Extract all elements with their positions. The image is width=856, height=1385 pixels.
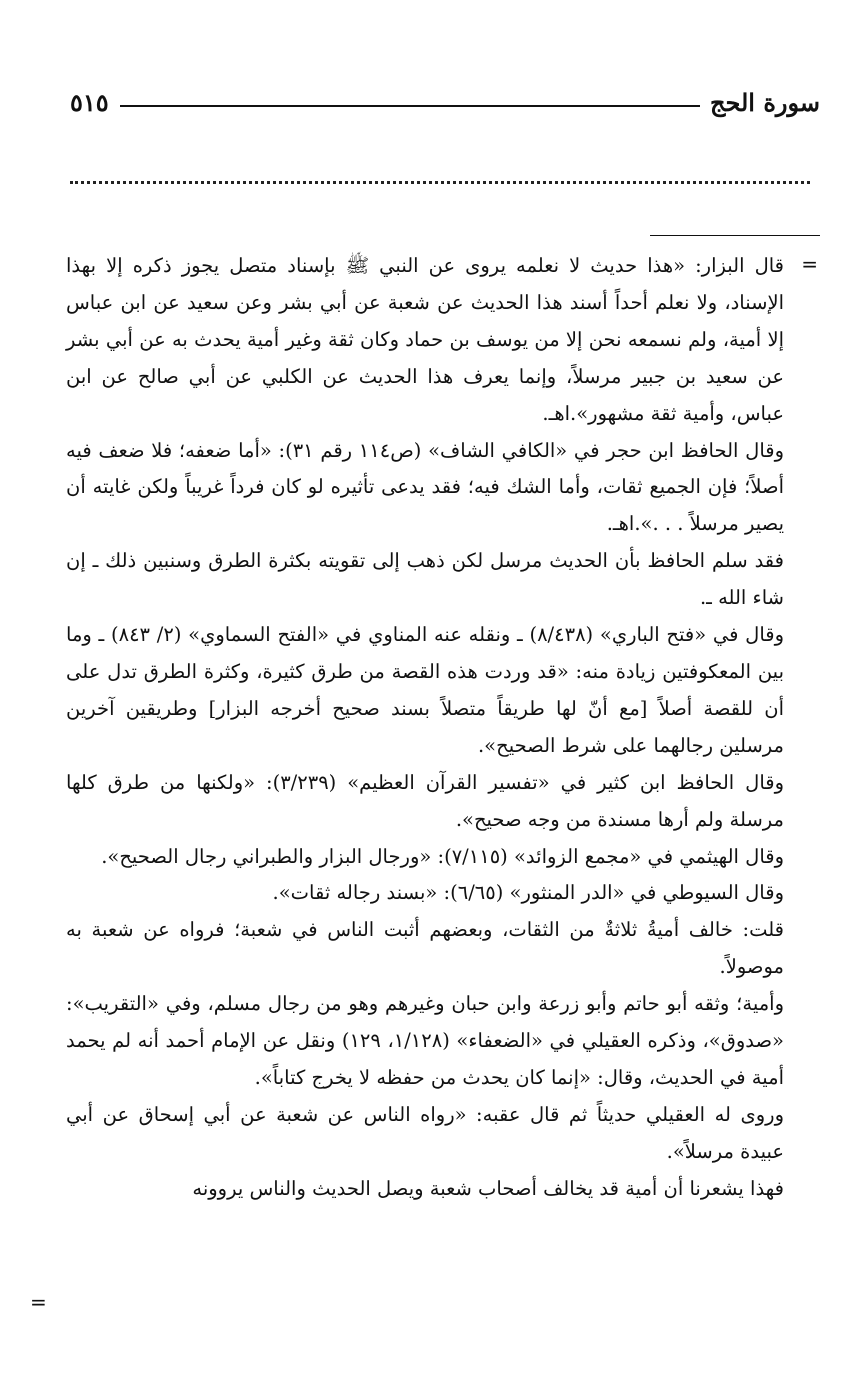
- paragraph: قال البزار: «هذا حديث لا نعلمه يروى عن النبي ﷺ بإسناد متصل يجوز ذكره إلا بهذا الإسناد، ولا نعلم أحداً أسند هذا الحديث عن شعبة عن أبي بشر وعن سعيد عن ابن عباس إلا أمية، ولم نسمعه نحن إلا من يوسف بن حماد وكان ثقة وغير أمية يحدث به عن أبي بشر عن سعيد بن جبير مرسلاً، وإنما يعرف هذا الحديث عن الكلبي عن أبي صالح عن ابن عباس، وأمية ثقة مشهور».اهـ.: [66, 254, 784, 425]
- continuation-mark-bottom: =: [30, 1290, 47, 1314]
- footnote-text: [66, 248, 784, 1208]
- dotted-separator: [70, 181, 810, 184]
- paragraph: وروى له العقيلي حديثاً ثم قال عقبه: «رواه الناس عن شعبة عن أبي إسحاق عن أبي عبيدة مرسلاً».: [66, 1102, 784, 1163]
- paragraph: قلت: خالف أميةُ ثلاثةٌ من الثقات، وبعضهم أثبت الناس في شعبة؛ فرواه عن شعبة به موصولاً.: [66, 918, 784, 979]
- paragraph: فقد سلم الحافظ بأن الحديث مرسل لكن ذهب إلى تقويته بكثرة الطرق وسنبين ذلك ـ إن شاء الله ـ.: [66, 549, 784, 610]
- continuation-mark-top: =: [801, 252, 818, 276]
- paragraph: وقال السيوطي في «الدر المنثور» (٦/٦٥): «بسند رجاله ثقات».: [272, 881, 784, 905]
- surah-title: سورة الحج: [710, 88, 820, 117]
- paragraph: فهذا يشعرنا أن أمية قد يخالف أصحاب شعبة ويصل الحديث والناس يروونه: [192, 1176, 784, 1200]
- paragraph: وقال الحافظ ابن حجر في «الكافي الشاف» (ص١١٤ رقم ٣١): «أما ضعفه؛ فلا ضعف فيه أصلاً؛ فإن الجميع ثقات، وأما الشك فيه؛ فقد يدعى تأثيره لو كان فرداً غريباً ولكن غايته أن يصير مرسلاً . . .».اهـ.: [66, 438, 784, 536]
- paragraph: وقال في «فتح الباري» (٨/٤٣٨) ـ ونقله عنه المناوي في «الفتح السماوي» (٢/ ٨٤٣) ـ وما بين المعكوفتين زيادة منه: «قد وردت هذه القصة من طرق كثيرة، وكثرة الطرق تدل على أن للقصة أصلاً [مع أنّ لها طريقاً متصلاً بسند صحيح أخرجه البزار] وطريقين آخرين مرسلين رجالهما على شرط الصحيح».: [66, 623, 785, 757]
- paragraph: وقال الحافظ ابن كثير في «تفسير القرآن العظيم» (٣/٢٣٩): «ولكنها من طرق كلها مرسلة ولم أرها مسندة من وجه صحيح».: [66, 770, 785, 831]
- paragraph: وأمية؛ وثقه أبو حاتم وأبو زرعة وابن حبان وغيرهم وهو من رجال مسلم، وفي «التقريب»: «صدوق»، وذكره العقيلي في «الضعفاء» (١/١٢٨، ١٢٩) ونقل عن الإمام أحمد أنه لم يحمد أمية في الحديث، وقال: «إنما كان يحدث من حفظه لا يخرج كتاباً».: [66, 992, 784, 1089]
- page-number: ٥١٥: [70, 88, 109, 117]
- running-header: [60, 88, 820, 128]
- footnote-separator: [650, 235, 820, 236]
- paragraph: وقال الهيثمي في «مجمع الزوائد» (٧/١١٥): «ورجال البزار والطبراني رجال الصحيح».: [101, 844, 784, 868]
- header-rule: [120, 105, 700, 107]
